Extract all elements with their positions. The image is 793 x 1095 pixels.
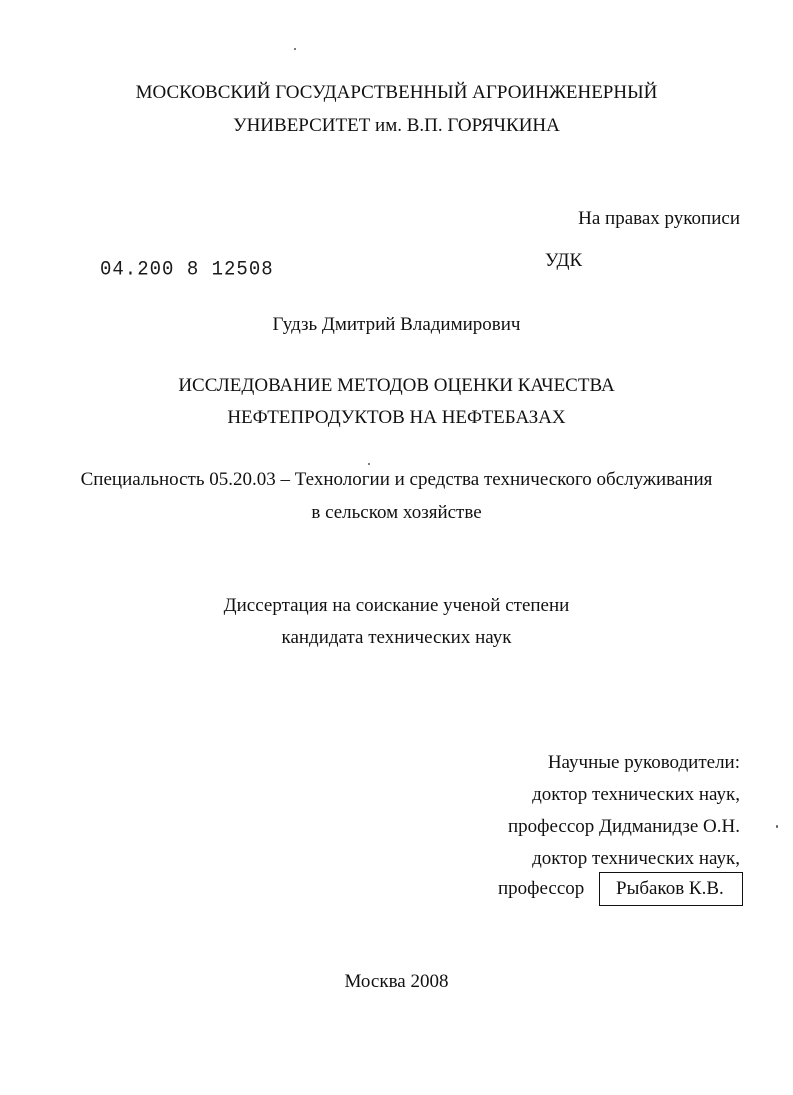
city-year: Москва 2008	[344, 971, 449, 992]
dissertation-title-line-2: НЕФТЕПРОДУКТОВ НА НЕФТЕБАЗАХ	[227, 407, 566, 428]
supervisor-1-name: профессор Дидманидзе О.Н.	[508, 816, 740, 837]
udk-label: УДК	[545, 250, 583, 271]
university-name-line-1: МОСКОВСКИЙ ГОСУДАРСТВЕННЫЙ АГРОИНЖЕНЕРНЫЙ	[135, 82, 658, 103]
manuscript-rights-note: На правах рукописи	[578, 208, 740, 229]
supervisors-heading: Научные руководители:	[547, 752, 740, 773]
supervisor-2-degree: доктор технических наук,	[532, 848, 740, 869]
degree-line-2: кандидата технических наук	[281, 627, 512, 648]
catalog-stamp-number: 04.200 8 12508	[100, 257, 274, 281]
scan-speck	[368, 463, 370, 465]
scan-speck	[776, 825, 778, 828]
scan-speck	[294, 48, 296, 50]
specialty-line-1: Специальность 05.20.03 – Технологии и средства технического обслуживания	[80, 469, 713, 490]
specialty-line-2: в сельском хозяйстве	[311, 502, 482, 523]
supervisor-1-degree: доктор технических наук,	[532, 784, 740, 805]
university-name-line-2: УНИВЕРСИТЕТ им. В.П. ГОРЯЧКИНА	[233, 115, 560, 136]
supervisor-2-title: профессор	[498, 878, 585, 899]
degree-line-1: Диссертация на соискание ученой степени	[223, 595, 570, 616]
dissertation-title-line-1: ИССЛЕДОВАНИЕ МЕТОДОВ ОЦЕНКИ КАЧЕСТВА	[178, 375, 615, 396]
supervisor-2-name-box: Рыбаков К.В.	[599, 872, 743, 906]
author-name: Гудзь Дмитрий Владимирович	[272, 314, 521, 335]
